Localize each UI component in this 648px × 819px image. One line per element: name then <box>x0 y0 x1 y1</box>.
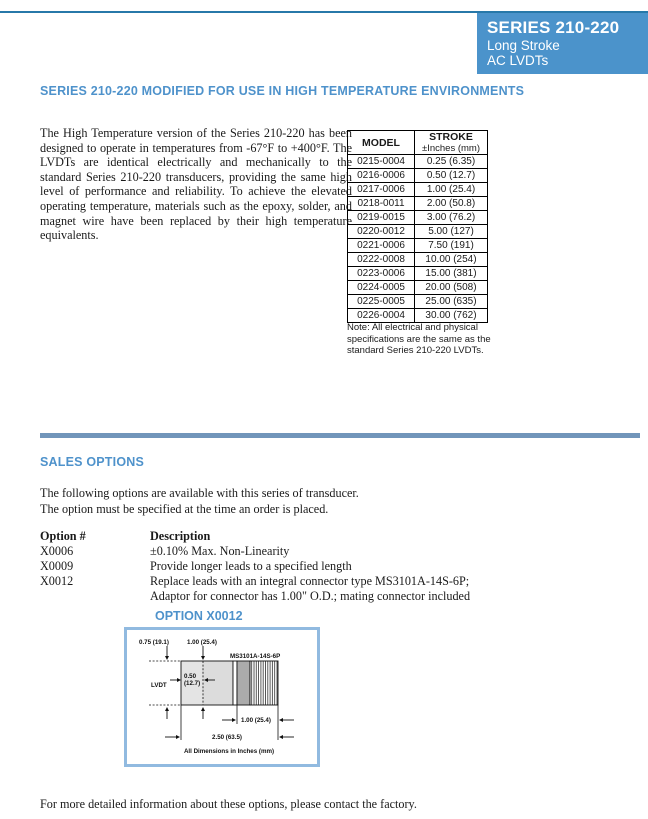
table-row: 0226-0004 30.00 (762) <box>348 309 488 323</box>
table-row: 0224-0005 20.00 (508) <box>348 281 488 295</box>
option-number-header: Option # <box>40 529 86 543</box>
table-note: Note: All electrical and physical specifications are the same as the standard Series 210-220 LVDTs. <box>347 322 491 356</box>
dim-connector-label: 1.00 (25.4) <box>241 717 271 724</box>
footer-note: For more detailed information about these options, please contact the factory. <box>40 797 417 811</box>
option-description: Provide longer leads to a specified length <box>150 559 352 573</box>
option-row <box>40 559 520 574</box>
table-row: 0220-0012 5.00 (127) <box>348 225 488 239</box>
option-code: X0006 <box>40 544 74 558</box>
table-row: 0219-0015 3.00 (76.2) <box>348 211 488 225</box>
arrow-right-icon <box>177 678 181 682</box>
connector-body <box>250 661 278 705</box>
stroke-header-line2: ±Inches (mm) <box>422 143 480 154</box>
table-row: 0216-0006 0.50 (12.7) <box>348 169 488 183</box>
lvdt-label: LVDT <box>151 682 167 689</box>
sales-intro-line1: The following options are available with this series of transducer. <box>40 486 359 500</box>
connector-type-label: MS3101A-14S-6P <box>230 653 281 660</box>
connector-adapter <box>237 661 250 705</box>
arrow-up-icon <box>201 707 205 711</box>
stroke-column-header <box>415 131 488 155</box>
option-row <box>40 544 520 559</box>
stroke-table <box>347 130 488 323</box>
table-row: 0221-0006 7.50 (191) <box>348 239 488 253</box>
option-row <box>40 574 520 589</box>
option-x0012-diagram-title: OPTION X0012 <box>155 609 243 623</box>
option-code: X0012 <box>40 574 74 588</box>
series-header-box <box>477 13 648 74</box>
dim-total-label: 2.50 (63.5) <box>212 734 242 741</box>
option-code <box>40 589 150 604</box>
sales-options-heading: SALES OPTIONS <box>40 455 145 469</box>
option-row <box>40 589 520 604</box>
dim-top-center-label: 1.00 (25.4) <box>187 639 217 646</box>
stroke-table-header-row <box>348 131 488 155</box>
intro-paragraph: The High Temperature version of the Series 210-220 has been designed to operate in temperatures from -67°F to +400°F. The LVDTs are identical electrically and mechanically to the standard Series 210-220 transducers, providing the same high level of performance and reliability. To achieve the elevated operating temperature, materials such as the epoxy, solder, and magnet wire have been replaced by their high temperature equivalents. <box>40 126 352 243</box>
dim-inner-inches-label: 0.50 <box>184 673 197 680</box>
option-description: Adaptor for connector has 1.00" O.D.; mating connector included <box>150 589 471 603</box>
option-x0012-diagram <box>124 627 320 767</box>
option-code: X0009 <box>40 559 74 573</box>
model-column-header: MODEL <box>348 131 415 155</box>
page-title: SERIES 210-220 <box>487 18 620 37</box>
options-header-row <box>40 529 520 544</box>
page-subtitle-2: AC LVDTs <box>487 53 549 68</box>
arrow-down-icon <box>201 656 205 660</box>
sales-intro <box>40 485 359 517</box>
page-subtitle-1: Long Stroke <box>487 38 560 53</box>
table-row: 0222-0008 10.00 (254) <box>348 253 488 267</box>
arrow-right-icon <box>176 735 180 739</box>
dim-top-left-label: 0.75 (19.1) <box>139 639 169 646</box>
dim-inner-mm-label: (12.7) <box>184 680 201 687</box>
arrow-down-icon <box>165 656 169 660</box>
sales-intro-line2: The option must be specified at the time an order is placed. <box>40 502 329 516</box>
table-row: 0218-0011 2.00 (50.8) <box>348 197 488 211</box>
section1-heading: SERIES 210-220 MODIFIED FOR USE IN HIGH TEMPERATURE ENVIRONMENTS <box>40 84 525 98</box>
option-description-header: Description <box>150 529 211 543</box>
options-list <box>40 529 520 604</box>
option-description: ±0.10% Max. Non-Linearity <box>150 544 290 558</box>
diagram-caption: All Dimensions in Inches (mm) <box>183 748 275 755</box>
section-divider <box>40 433 640 438</box>
lvdt-connector-drawing <box>127 631 317 763</box>
option-description: Replace leads with an integral connector type MS3101A-14S-6P; <box>150 574 470 588</box>
table-row: 0225-0005 25.00 (635) <box>348 295 488 309</box>
arrow-left-icon <box>279 718 283 722</box>
stroke-table-body <box>348 155 488 323</box>
arrow-right-icon <box>232 718 236 722</box>
arrow-left-icon <box>279 735 283 739</box>
table-row: 0217-0006 1.00 (25.4) <box>348 183 488 197</box>
arrow-up-icon <box>165 707 169 711</box>
connector-gap <box>233 661 237 705</box>
table-row: 0223-0006 15.00 (381) <box>348 267 488 281</box>
stroke-header-line1: STROKE <box>429 131 473 143</box>
table-row: 0215-0004 0.25 (6.35) <box>348 155 488 169</box>
